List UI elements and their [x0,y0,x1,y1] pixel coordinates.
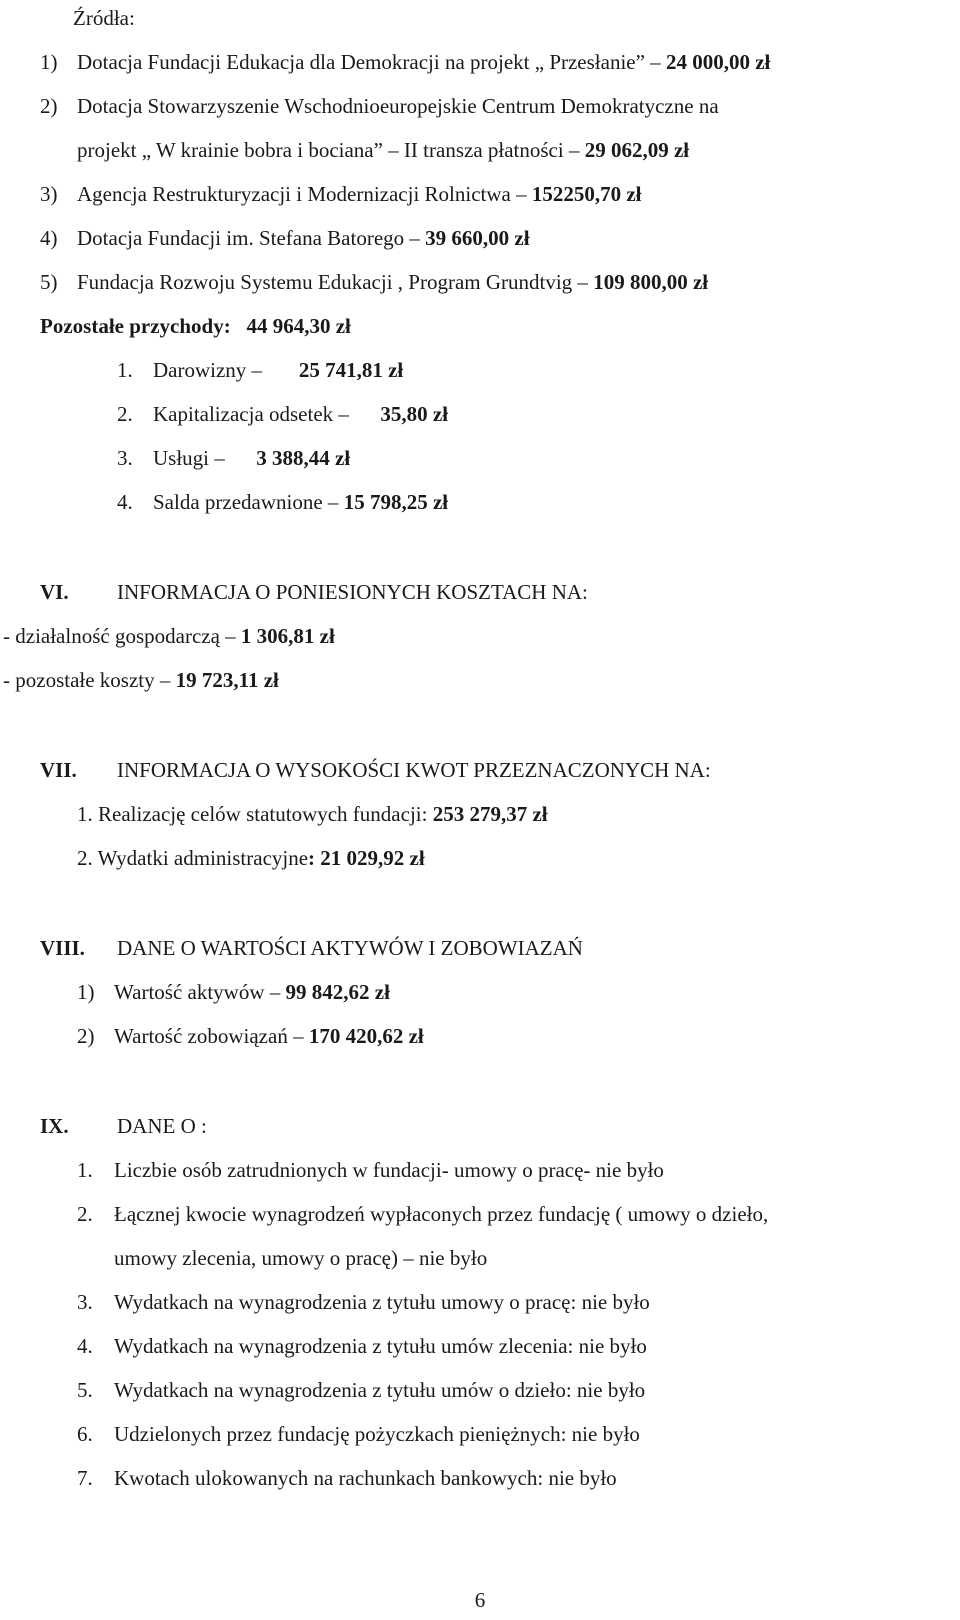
section-9-heading [40,1116,207,1137]
income-amount: 15 798,25 zł [343,490,449,514]
section-7-heading [40,760,711,781]
income-text: Darowizny – [153,358,268,382]
data-item-2 [77,1204,768,1225]
section-number: VII. [40,758,77,782]
section-title: DANE O WARTOŚCI AKTYWÓW I ZOBOWIAZAŃ [117,936,583,960]
source-text: Dotacja Fundacji im. Stefana Batorego – [77,226,426,250]
source-item-3 [40,184,642,205]
list-number: 2. [77,1202,93,1226]
income-amount: 35,80 zł [380,402,449,426]
income-text: Kapitalizacja odsetek – [153,402,355,426]
other-income-item-3 [117,448,350,469]
cost-text: - pozostałe koszty – [3,668,176,692]
list-number: 3. [77,1290,93,1314]
list-number: 3. [117,446,133,470]
allocation-item-2 [77,848,425,869]
list-number: 4. [117,490,133,514]
list-number: 1. [77,1158,93,1182]
list-number: 5) [40,270,58,294]
list-number: 1) [77,980,95,1004]
section-title: INFORMACJA O WYSOKOŚCI KWOT PRZEZNACZONYCH NA: [117,758,711,782]
asset-text: Wartość zobowiązań – [114,1024,309,1048]
list-number: 2. [117,402,133,426]
source-item-2 [40,96,719,117]
other-income-item-1 [117,360,403,381]
cost-amount: 19 723,11 zł [175,668,279,692]
section-title: INFORMACJA O PONIESIONYCH KOSZTACH NA: [117,580,588,604]
other-income-label: Pozostałe przychody: [40,314,231,338]
section-number: VIII. [40,936,85,960]
source-item-2-continued [77,140,689,161]
source-amount: 39 660,00 zł [425,226,530,250]
source-amount: 29 062,09 zł [584,138,690,162]
data-item-2-continued [114,1248,487,1269]
source-text: Fundacja Rozwoju Systemu Edukacji , Program Grundtvig – [77,270,594,294]
allocation-amount: 253 279,37 zł [432,802,548,826]
source-item-5 [40,272,708,293]
data-text: Udzielonych przez fundację pożyczkach pieniężnych: nie było [114,1422,640,1446]
income-text: Salda przedawnione – [153,490,344,514]
source-text: Dotacja Fundacji Edukacja dla Demokracji na projekt „ Przesłanie” – [77,50,666,74]
list-number: 2) [40,94,58,118]
income-text: Usługi – [153,446,231,470]
source-text: Agencja Restrukturyzacji i Modernizacji Rolnictwa – [77,182,532,206]
section-number: IX. [40,1114,69,1138]
data-item-3 [77,1292,650,1313]
income-amount: 25 741,81 zł [298,358,404,382]
section-6-heading [40,582,588,603]
page-number: 6 [474,1588,486,1612]
source-amount: 152250,70 zł [531,182,642,206]
list-number: 5. [77,1378,93,1402]
source-item-1 [40,52,770,73]
data-item-1 [77,1160,664,1181]
data-item-4 [77,1336,647,1357]
other-income-amount: 44 964,30 zł [246,314,351,338]
data-item-5 [77,1380,645,1401]
data-text: umowy zlecenia, umowy o pracę) – nie było [114,1246,488,1270]
list-number: 7. [77,1466,93,1490]
asset-item-2 [77,1026,424,1047]
asset-item-1 [77,982,390,1003]
data-text: Kwotach ulokowanych na rachunkach bankowych: nie było [114,1466,617,1490]
list-number: 6. [77,1422,93,1446]
list-number: 3) [40,182,58,206]
allocation-text: 1. Realizację celów statutowych fundacji: [77,802,433,826]
list-number: 4. [77,1334,93,1358]
data-text: Wydatkach na wynagrodzenia z tytułu umów zlecenia: nie było [114,1334,647,1358]
allocation-amount: : 21 029,92 zł [308,846,425,870]
source-text: Dotacja Stowarzyszenie Wschodnioeuropejskie Centrum Demokratyczne na [77,94,719,118]
data-text: Liczbie osób zatrudnionych w fundacji- umowy o pracę- nie było [114,1158,664,1182]
source-amount: 109 800,00 zł [593,270,709,294]
list-number: 4) [40,226,58,250]
source-item-4 [40,228,530,249]
allocation-item-1 [77,804,548,825]
data-text: Wydatkach na wynagrodzenia z tytułu umowy o pracę: nie było [114,1290,650,1314]
asset-amount: 170 420,62 zł [308,1024,424,1048]
data-item-6 [77,1424,640,1445]
income-amount: 3 388,44 zł [256,446,351,470]
data-text: Wydatkach na wynagrodzenia z tytułu umów o dzieło: nie było [114,1378,646,1402]
data-item-7 [77,1468,617,1489]
sources-heading: Źródła: [73,6,135,30]
list-number: 2) [77,1024,95,1048]
source-amount: 24 000,00 zł [665,50,771,74]
data-text: Łącznej kwocie wynagrodzeń wypłaconych przez fundację ( umowy o dzieło, [114,1202,769,1226]
other-income-item-4 [117,492,448,513]
cost-text: - działalność gospodarczą – [3,624,241,648]
asset-text: Wartość aktywów – [114,980,286,1004]
allocation-text: 2. Wydatki administracyjne [77,846,309,870]
cost-item-1 [3,626,335,647]
section-number: VI. [40,580,69,604]
list-number: 1) [40,50,58,74]
cost-item-2 [3,670,279,691]
section-8-heading [40,938,583,959]
list-number: 1. [117,358,133,382]
other-income-item-2 [117,404,448,425]
source-text: projekt „ W krainie bobra i bociana” – II transza płatności – [77,138,585,162]
section-title: DANE O : [117,1114,207,1138]
other-income-header [40,316,351,337]
asset-amount: 99 842,62 zł [285,980,390,1004]
cost-amount: 1 306,81 zł [240,624,335,648]
